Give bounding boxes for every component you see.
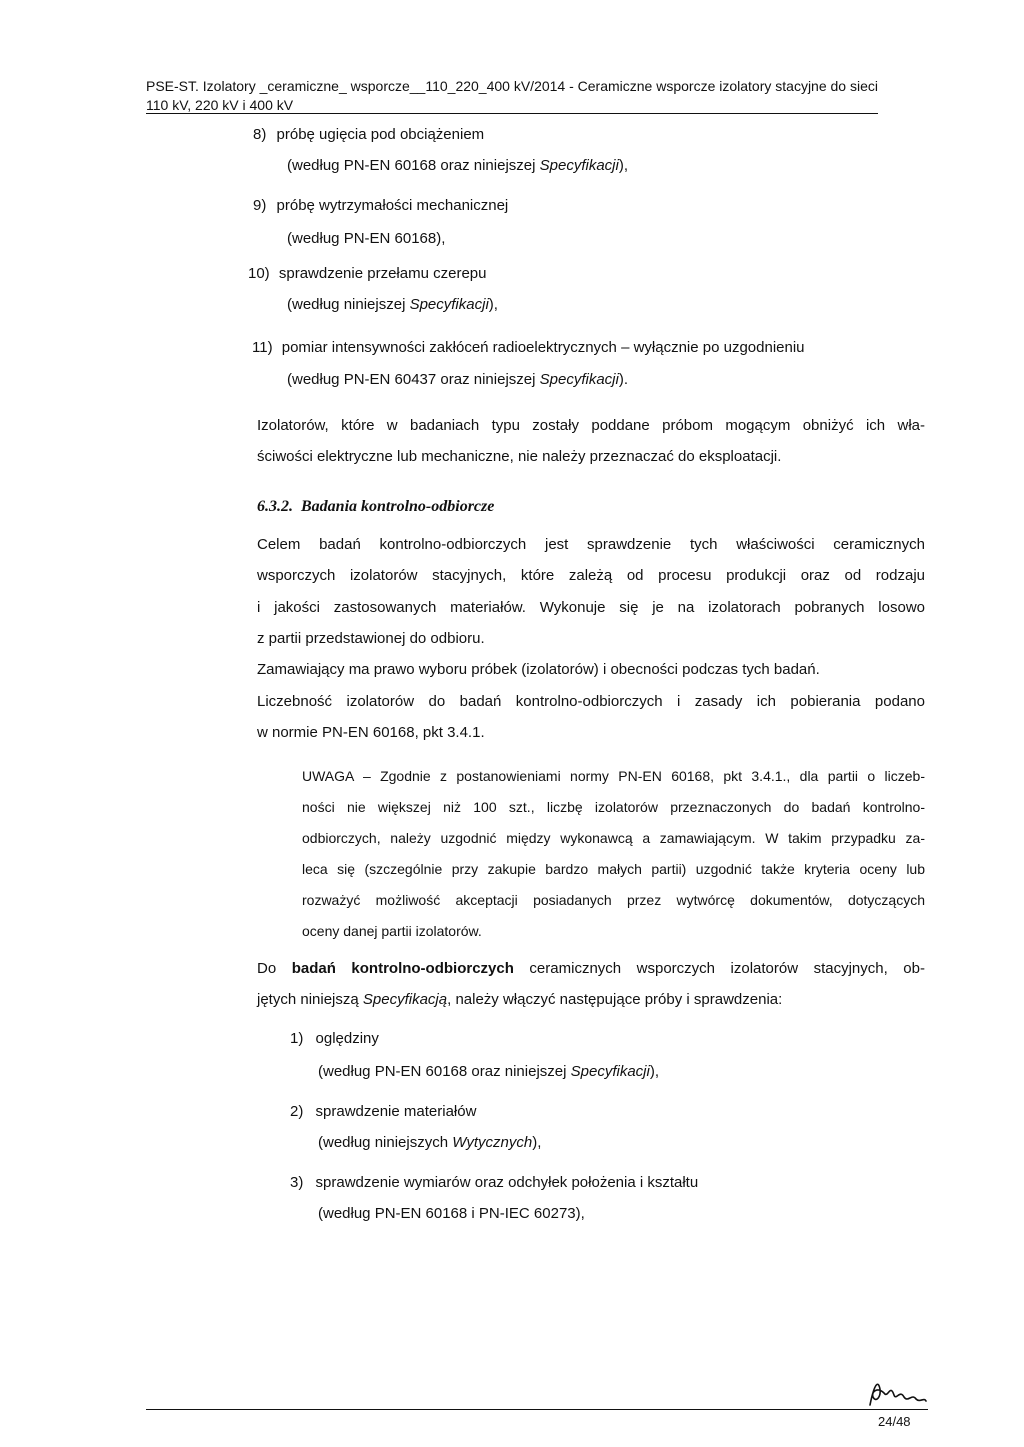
- reference-tail: ),: [649, 1063, 660, 1080]
- reference-text: (według niniejszej: [287, 296, 410, 313]
- note-line: ności nie większej niż 100 szt., liczbę izolatorów przeznaczonych do badań kontrolno-: [302, 799, 925, 815]
- list-number: 11): [252, 339, 273, 356]
- text-run-bold: badań kontrolno-odbiorczych: [291, 960, 514, 977]
- list-title: próbę wytrzymałości mechanicznej: [276, 197, 509, 214]
- note-line: UWAGA – Zgodnie z postanowieniami normy PN-EN 60168, pkt 3.4.1., dla partii o liczeb-: [302, 768, 925, 784]
- list-number: 2): [290, 1103, 304, 1120]
- list-item-10-reference: [287, 295, 498, 315]
- list-item-2-reference: [318, 1133, 541, 1153]
- reference-text: (według PN-EN 60437 oraz niniejszej: [287, 371, 540, 388]
- list-title: sprawdzenie materiałów: [315, 1103, 477, 1120]
- note-line: oceny danej partii izolatorów.: [302, 923, 482, 939]
- list-item-3-reference: [318, 1204, 585, 1224]
- list-number: 9): [253, 197, 267, 214]
- note-line: odbiorczych, należy uzgodnić między wykonawcą a zamawiającym. W takim przypadku za-: [302, 830, 925, 846]
- signature-icon: [864, 1375, 928, 1409]
- paragraph-line: Izolatorów, które w badaniach typu zostały poddane próbom mogącym obniżyć ich wła-: [257, 417, 925, 434]
- paragraph-line: Celem badań kontrolno-odbiorczych jest sprawdzenie tych właściwości ceramicznych: [257, 536, 925, 553]
- reference-tail: ),: [532, 1134, 542, 1151]
- text-run: Do: [257, 960, 292, 977]
- list-item-9-reference: [287, 229, 445, 249]
- footer-divider: [146, 1409, 928, 1410]
- section-title: Badania kontrolno-odbiorcze: [301, 498, 495, 515]
- paragraph-line: [257, 990, 782, 1010]
- section-heading: [257, 497, 494, 517]
- list-title: pomiar intensywności zakłóceń radioelektrycznych – wyłącznie po uzgodnieniu: [281, 339, 805, 356]
- text-run: ceramicznych wsporczych izolatorów stacyjnych, ob-: [513, 960, 925, 977]
- paragraph-line: w normie PN-EN 60168, pkt 3.4.1.: [257, 724, 485, 741]
- list-item-9: [253, 196, 508, 216]
- reference-italic: Wytycznych: [452, 1134, 533, 1151]
- reference-text: (według niniejszych: [318, 1134, 453, 1151]
- list-number: 3): [290, 1174, 304, 1191]
- note-line: leca się (szczególnie przy zakupie bardzo małych partii) uzgodnić także kryteria oceny lub: [302, 861, 925, 877]
- header-divider: [146, 113, 878, 114]
- page-header: [146, 77, 878, 115]
- reference-italic: Specyfikacji: [570, 1063, 650, 1080]
- header-line-2: 110 kV, 220 kV i 400 kV: [146, 97, 294, 113]
- text-run: , należy włączyć następujące próby i sprawdzenia:: [447, 991, 783, 1008]
- reference-text: (według PN-EN 60168 oraz niniejszej: [318, 1063, 571, 1080]
- paragraph-line: ściwości elektryczne lub mechaniczne, nie należy przeznaczać do eksploatacji.: [257, 448, 782, 465]
- header-line-1: PSE-ST. Izolatory _ceramiczne_ wsporcze__110_220_400 kV/2014 - Ceramiczne wsporcze izolatory stacyjne do sieci: [146, 78, 878, 94]
- reference-italic: Specyfikacji: [539, 371, 619, 388]
- list-item-1: [290, 1029, 379, 1049]
- list-number: 8): [253, 126, 267, 143]
- list-item-2: [290, 1102, 476, 1122]
- paragraph-line: z partii przedstawionej do odbioru.: [257, 630, 485, 647]
- reference-italic: Specyfikacji: [409, 296, 489, 313]
- list-number: 1): [290, 1030, 304, 1047]
- list-item-8: [253, 125, 484, 145]
- reference-text: (według PN-EN 60168 i PN-IEC 60273),: [318, 1205, 585, 1222]
- reference-tail: ).: [618, 371, 629, 388]
- text-run-italic: Specyfikacją: [362, 991, 448, 1008]
- list-item-3: [290, 1173, 698, 1193]
- list-title: próbę ugięcia pod obciążeniem: [276, 126, 485, 143]
- reference-italic: Specyfikacji: [539, 157, 619, 174]
- paragraph-line: [257, 959, 925, 979]
- list-title: sprawdzenie przełamu czerepu: [278, 265, 487, 282]
- paragraph-line: Liczebność izolatorów do badań kontrolno-odbiorczych i zasady ich pobierania podano: [257, 693, 925, 710]
- paragraph-line: wsporczych izolatorów stacyjnych, które zależą od procesu produkcji oraz od rodzaju: [257, 567, 925, 584]
- reference-text: (według PN-EN 60168 oraz niniejszej: [287, 157, 540, 174]
- list-number: 10): [248, 265, 270, 282]
- list-item-8-reference: [287, 156, 628, 176]
- paragraph-line: Zamawiający ma prawo wyboru próbek (izolatorów) i obecności podczas tych badań.: [257, 661, 820, 678]
- section-number: 6.3.2.: [257, 498, 293, 515]
- reference-tail: ),: [488, 296, 498, 313]
- list-item-11: [252, 338, 805, 358]
- paragraph-line: i jakości zastosowanych materiałów. Wykonuje się je na izolatorach pobranych losowo: [257, 599, 925, 616]
- list-item-11-reference: [287, 370, 628, 390]
- list-item-10: [248, 264, 486, 284]
- reference-text: (według PN-EN 60168),: [287, 230, 446, 247]
- page-number: 24/48: [878, 1414, 911, 1429]
- reference-tail: ),: [618, 157, 629, 174]
- text-run: jętych niniejszą: [257, 991, 363, 1008]
- note-line: rozważyć możliwość akceptacji posiadanych przez wytwórcę dokumentów, dotyczących: [302, 892, 925, 908]
- list-title: sprawdzenie wymiarów oraz odchyłek położenia i kształtu: [315, 1174, 699, 1191]
- list-title: oględziny: [315, 1030, 379, 1047]
- list-item-1-reference: [318, 1062, 659, 1082]
